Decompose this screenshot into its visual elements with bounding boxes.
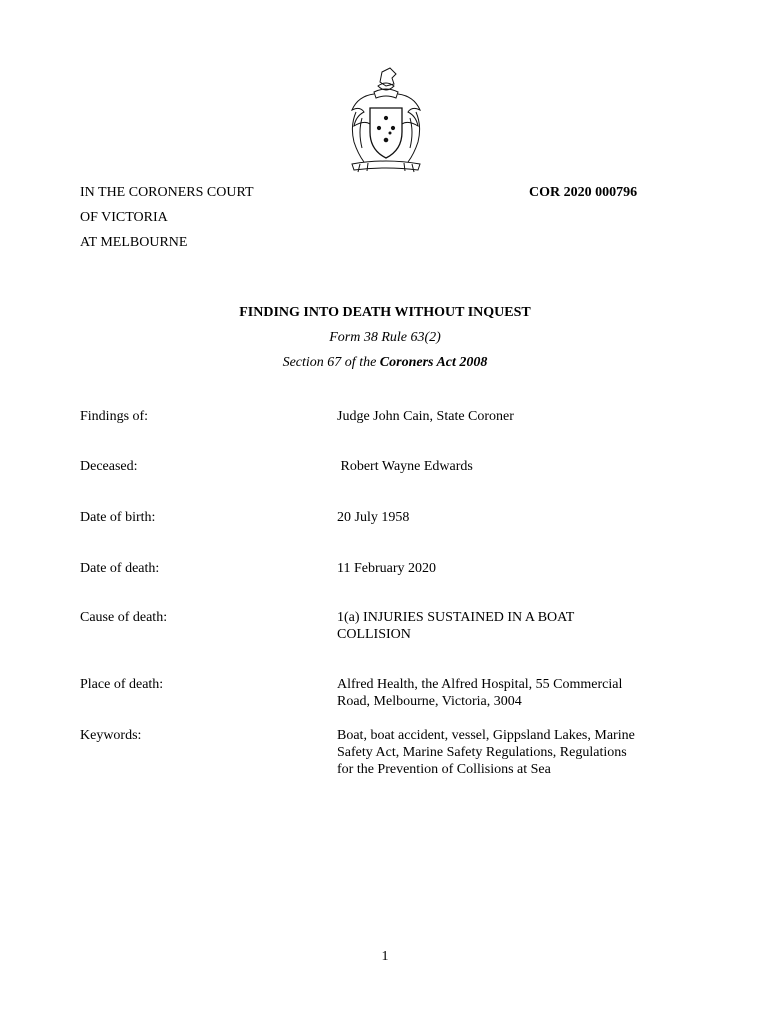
field-label: Deceased: xyxy=(80,459,138,474)
field-value: Boat, boat accident, vessel, Gippsland Lakes, Marine Safety Act, Marine Safety Regulations, Regulations for the Prevention of Collisions at Sea xyxy=(337,728,635,777)
field-label: Date of birth: xyxy=(80,510,156,525)
field-label: Cause of death: xyxy=(80,610,168,625)
field-value: Robert Wayne Edwards xyxy=(337,459,473,474)
court-line-3: AT MELBOURNE xyxy=(80,235,188,250)
field-value: 11 February 2020 xyxy=(337,561,437,576)
section-reference xyxy=(0,354,770,371)
coat-of-arms-logo xyxy=(338,66,434,174)
field-label: Date of death: xyxy=(80,561,160,576)
act-name: Coroners Act 2008 xyxy=(379,355,488,370)
document-title: FINDING INTO DEATH WITHOUT INQUEST xyxy=(239,305,531,320)
field-value: 1(a) INJURIES SUSTAINED IN A BOAT COLLISION xyxy=(337,610,575,642)
field-label: Findings of: xyxy=(80,409,149,424)
court-line-2: OF VICTORIA xyxy=(80,210,168,225)
court-line-1: IN THE CORONERS COURT xyxy=(80,185,254,200)
page-number: 1 xyxy=(381,949,389,964)
field-label: Keywords: xyxy=(80,728,142,743)
form-reference: Form 38 Rule 63(2) xyxy=(329,330,441,345)
file-number: COR 2020 000796 xyxy=(529,185,638,200)
court-name xyxy=(80,184,254,259)
field-label: Place of death: xyxy=(80,677,164,692)
section-prefix: Section 67 of the xyxy=(282,355,380,370)
field-value: Alfred Health, the Alfred Hospital, 55 Commercial Road, Melbourne, Victoria, 3004 xyxy=(337,677,623,709)
field-value: 20 July 1958 xyxy=(337,510,410,525)
field-value: Judge John Cain, State Coroner xyxy=(337,409,514,424)
